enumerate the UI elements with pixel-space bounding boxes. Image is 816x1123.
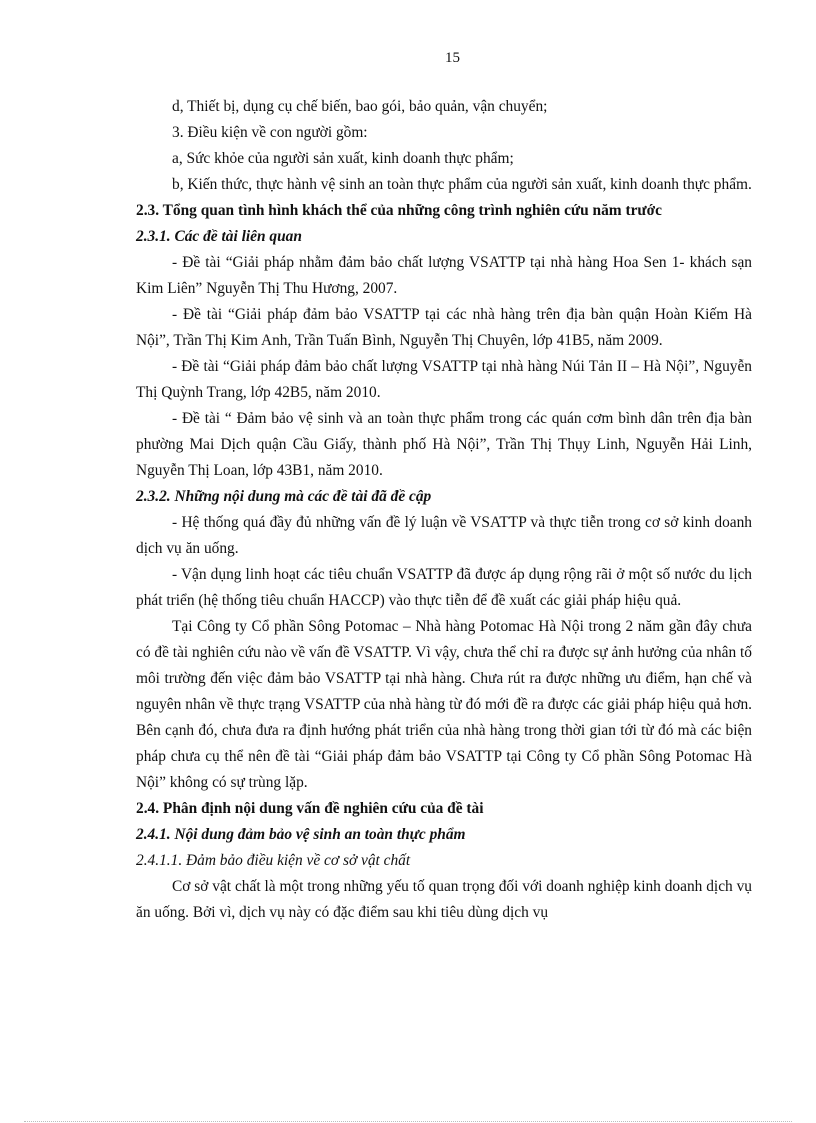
heading-2-3-2: 2.3.2. Những nội dung mà các đề tài đã đề cập bbox=[136, 488, 432, 505]
page-number: 15 bbox=[445, 50, 460, 66]
heading-2-4-1: 2.4.1. Nội dung đảm bảo vệ sinh an toàn thực phẩm bbox=[136, 826, 466, 843]
document-body bbox=[136, 94, 752, 926]
paragraph-human-conditions: 3. Điều kiện về con người gồm: bbox=[172, 124, 368, 141]
related-topic-2: - Đề tài “Giải pháp đảm bảo VSATTP tại các nhà hàng trên địa bàn quận Hoàn Kiếm Hà Nội”, Trần Thị Kim Anh, Trần Tuấn Bình, Nguyễn Thị Chuyên, lớp 41B5, năm 2009. bbox=[136, 306, 752, 349]
facilities-paragraph: Cơ sở vật chất là một trong những yếu tố quan trọng đối với doanh nghiệp kinh doanh dịch vụ ăn uống. Bởi vì, dịch vụ này có đặc điểm sau khi tiêu dùng dịch vụ bbox=[136, 878, 752, 921]
covered-content-2: - Vận dụng linh hoạt các tiêu chuẩn VSATTP đã được áp dụng rộng rãi ở một số nước du lịch phát triển (hệ thống tiêu chuẩn HACCP) vào thực tiễn để đề xuất các giải pháp hiệu quả. bbox=[136, 566, 752, 609]
related-topic-1: - Đề tài “Giải pháp nhằm đảm bảo chất lượng VSATTP tại nhà hàng Hoa Sen 1- khách sạn Kim Liên” Nguyễn Thị Thu Hương, 2007. bbox=[136, 254, 752, 297]
summary-paragraph: Tại Công ty Cổ phần Sông Potomac – Nhà hàng Potomac Hà Nội trong 2 năm gần đây chưa có đề tài nghiên cứu nào về vấn đề VSATTP. Vì vậy, chưa thể chỉ ra được sự ảnh hưởng của nhân tố môi trường đến việc đảm bảo VSATTP tại nhà hàng. Chưa rút ra được những ưu điểm, hạn chế và nguyên nhân về thực trạng VSATTP của nhà hàng từ đó mới đề ra được các giải pháp hiệu quả hơn. Bên cạnh đó, chưa đưa ra định hướng phát triển của nhà hàng trong thời gian tới từ đó mà các biện pháp chưa cụ thể nên đề tài “Giải pháp đảm bảo VSATTP tại Công ty Cổ phần Sông Potomac Hà Nội” không có sự trùng lặp. bbox=[136, 618, 752, 791]
heading-2-4: 2.4. Phân định nội dung vấn đề nghiên cứu của đề tài bbox=[136, 800, 484, 817]
paragraph-knowledge: b, Kiến thức, thực hành vệ sinh an toàn thực phẩm của người sản xuất, kinh doanh thực phẩm. bbox=[172, 176, 752, 193]
heading-2-4-1-1: 2.4.1.1. Đảm bảo điều kiện về cơ sở vật chất bbox=[136, 852, 411, 869]
related-topic-4: - Đề tài “ Đảm bảo vệ sinh và an toàn thực phẩm trong các quán cơm bình dân trên địa bàn phường Mai Dịch quận Cầu Giấy, thành phố Hà Nội”, Trần Thị Thụy Linh, Nguyễn Hải Linh, Nguyễn Thị Loan, lớp 43B1, năm 2010. bbox=[136, 410, 752, 479]
covered-content-1: - Hệ thống quá đầy đủ những vấn đề lý luận về VSATTP và thực tiễn trong cơ sở kinh doanh dịch vụ ăn uống. bbox=[136, 514, 752, 557]
related-topic-3: - Đề tài “Giải pháp đảm bảo chất lượng VSATTP tại nhà hàng Núi Tản II – Hà Nội”, Nguyễn Thị Quỳnh Trang, lớp 42B5, năm 2010. bbox=[136, 358, 752, 401]
heading-2-3-1: 2.3.1. Các đề tài liên quan bbox=[136, 228, 302, 245]
page-bottom-divider bbox=[24, 1121, 792, 1122]
paragraph-equipment: d, Thiết bị, dụng cụ chế biến, bao gói, bảo quản, vận chuyển; bbox=[172, 98, 548, 115]
paragraph-health: a, Sức khỏe của người sản xuất, kinh doanh thực phẩm; bbox=[172, 150, 514, 167]
heading-2-3: 2.3. Tổng quan tình hình khách thể của những công trình nghiên cứu năm trước bbox=[136, 202, 663, 219]
